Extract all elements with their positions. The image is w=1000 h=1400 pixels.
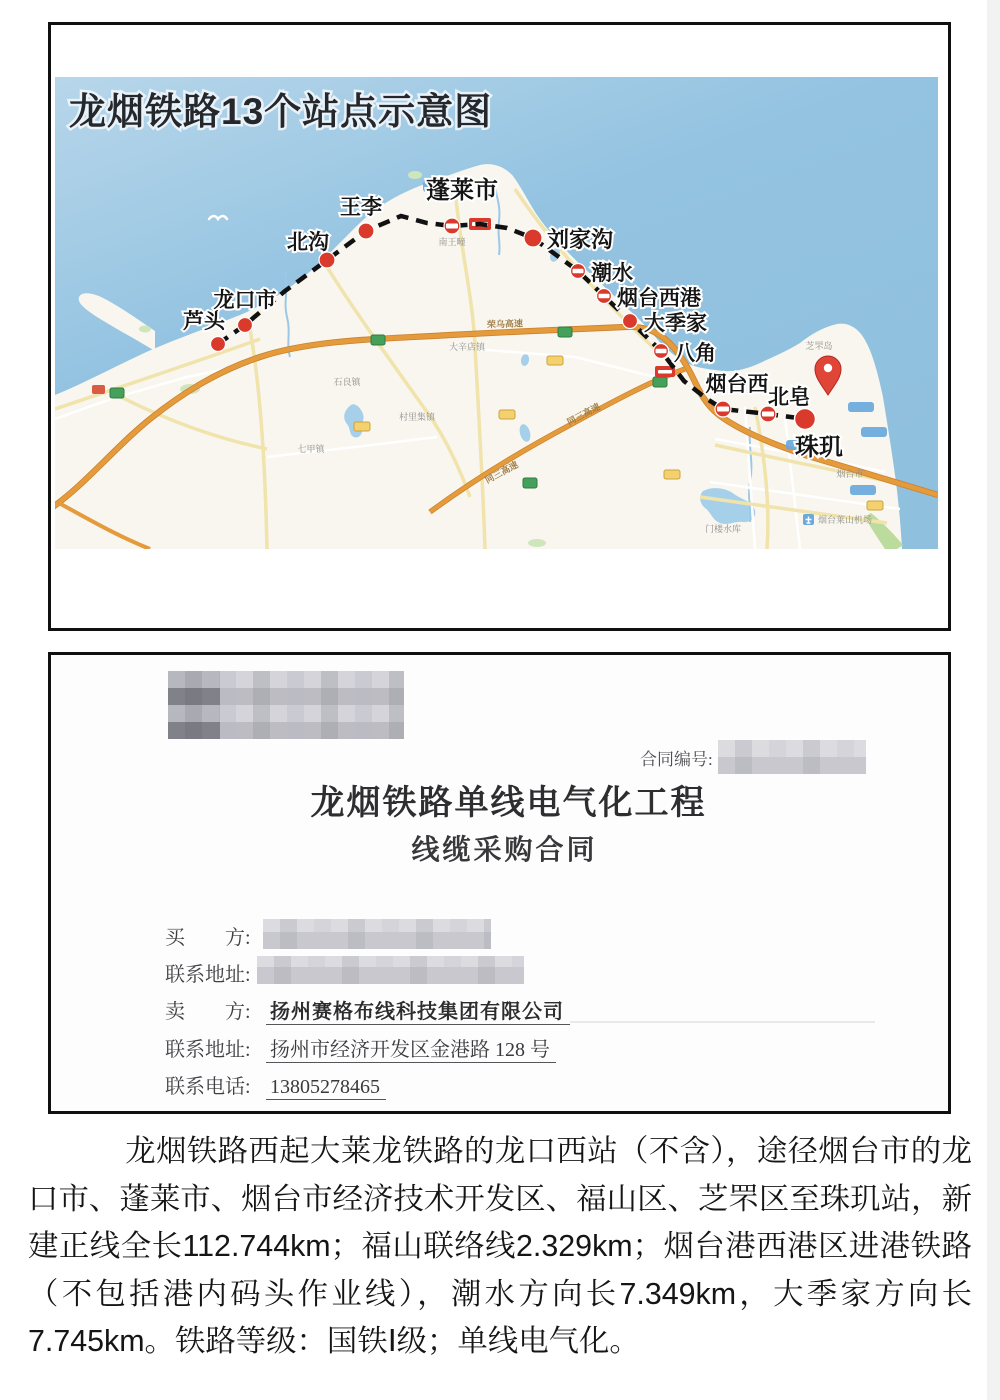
station-label: 烟台西港: [617, 287, 701, 310]
station-dot: [319, 252, 335, 268]
railway-map-image: [55, 77, 938, 549]
plane-icon: [803, 514, 814, 525]
station-ring: [597, 289, 612, 304]
station-dot: [211, 337, 226, 352]
station-label: 龙口市: [213, 289, 277, 312]
station-label: 八角: [674, 342, 716, 365]
station-ring: [571, 264, 586, 279]
seller-address-row: [165, 1033, 556, 1062]
seller-address-label: 联系地址:: [165, 1039, 251, 1061]
station-label: 珠玑: [795, 434, 843, 461]
station-label: 北沟: [287, 231, 329, 254]
redacted-buyer-address: [257, 956, 524, 984]
minor-label: 烟台市: [836, 469, 864, 479]
buyer-row: [165, 921, 261, 950]
road-name-label: 同三高速: [483, 459, 520, 486]
redacted-contract-number: [718, 740, 866, 774]
road-name-label: 同三高速: [565, 401, 602, 428]
minor-label: 烟台莱山机场: [818, 515, 873, 525]
phone-row: [165, 1070, 386, 1099]
scan-artifact-line: [570, 1021, 875, 1023]
station-label: 大季家: [644, 312, 707, 335]
station-dot: [238, 318, 253, 333]
station-label: 蓬莱市: [426, 177, 498, 204]
buyer-address-row: [165, 958, 261, 987]
station-ring: [444, 218, 460, 234]
buyer-address-label: 联系地址:: [165, 964, 251, 986]
road-name-label: 荣乌高速: [486, 318, 524, 330]
railway-map-figure: [48, 22, 951, 631]
station-label: 北皂: [768, 386, 810, 409]
red-road-shield: [92, 385, 105, 394]
contract-title: 龙烟铁路单线电气化工程: [310, 785, 707, 822]
buyer-label: 买 方:: [165, 927, 251, 949]
station-dot: [358, 223, 374, 239]
redacted-logo: [168, 671, 404, 739]
minor-label: 芝罘岛: [805, 341, 833, 351]
station-label: 烟台西: [705, 373, 769, 396]
map-title: 龙烟铁路13个站点示意图: [69, 91, 493, 132]
station-label: 潮水: [591, 262, 633, 285]
station-label: 王李: [340, 196, 382, 219]
article-paragraph: 龙烟铁路西起大莱龙铁路的龙口西站（不含），途径烟台市的龙口市、蓬莱市、烟台市经济技术开发区、福山区、芝罘区至珠玑站，新建正线全长112.744km；福山联络线2.329km；烟台港西港区进港铁路（不包括港内码头作业线），潮水方向长7.349km，大季家方向长7.745km。铁路等级：国铁Ⅰ级；单线电气化。: [28, 1134, 972, 1358]
page-right-gutter: [987, 0, 1000, 1400]
redacted-buyer: [263, 919, 491, 949]
station-dot: [795, 409, 816, 430]
phone-value: 13805278465: [266, 1076, 386, 1100]
seller-label: 卖 方:: [165, 1001, 251, 1023]
minor-label: 大辛店镇: [448, 342, 486, 352]
contract-number-label: 合同编号:: [640, 750, 713, 769]
seller-value: 扬州赛格布线科技集团有限公司: [266, 1001, 570, 1025]
station-dot: [623, 314, 638, 329]
station-label: 刘家沟: [547, 227, 614, 252]
minor-label: 石良镇: [333, 377, 361, 387]
station-ring: [654, 344, 669, 359]
minor-label: 南王疃: [438, 237, 466, 247]
station-dot: [524, 229, 542, 247]
minor-label: 七甲镇: [297, 444, 325, 454]
minor-label: 门楼水库: [704, 524, 742, 534]
station-ring: [715, 401, 731, 417]
minor-label: 村里集镇: [398, 412, 436, 422]
contract-scan-figure: [48, 652, 951, 1114]
phone-label: 联系电话:: [165, 1076, 251, 1098]
contract-subtitle: 线缆采购合同: [411, 835, 598, 866]
seller-address-value: 扬州市经济开发区金港路 128 号: [266, 1039, 556, 1063]
seller-row: [165, 995, 570, 1024]
station-label: 芦头: [183, 310, 225, 333]
